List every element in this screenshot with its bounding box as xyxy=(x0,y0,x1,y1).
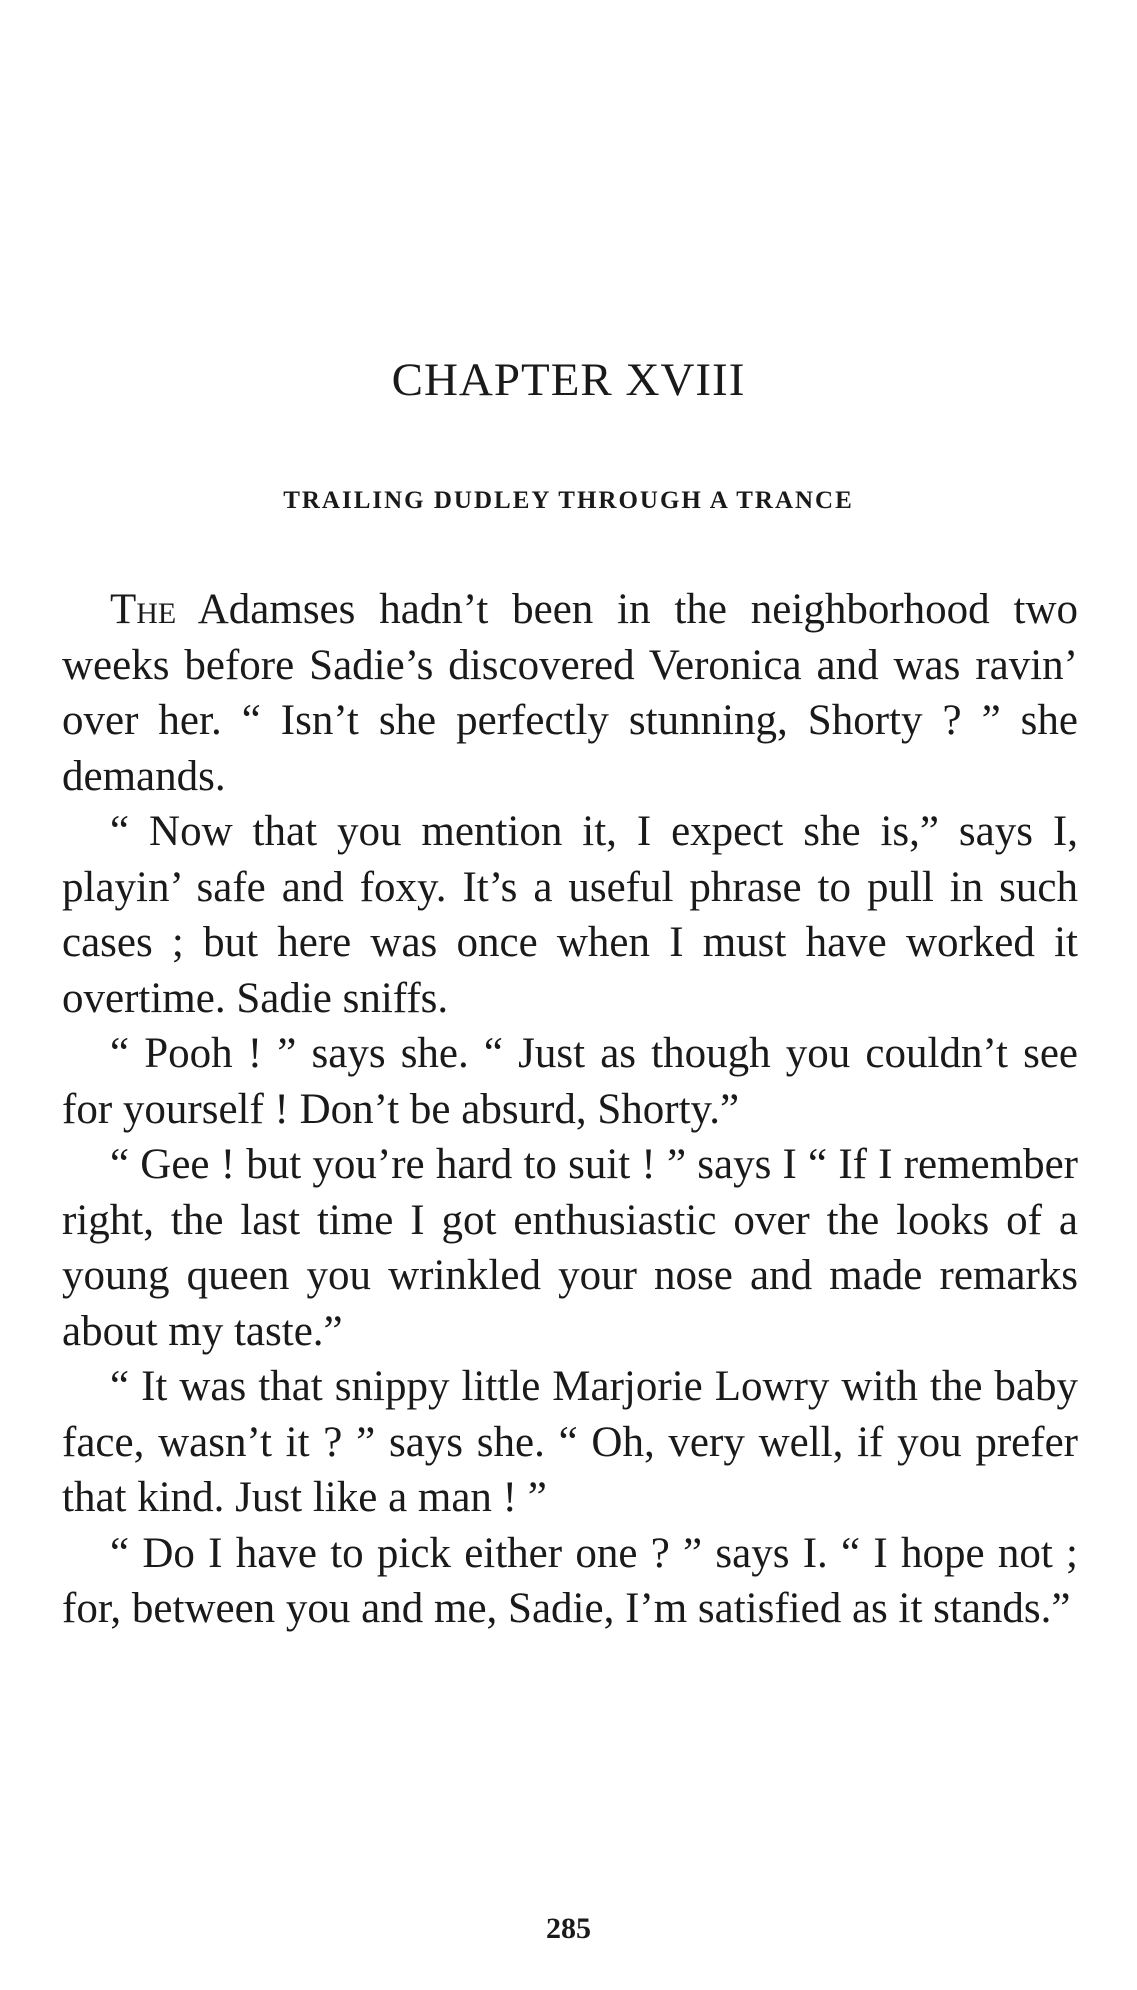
paragraph-3: “ Pooh ! ” says she. “ Just as though you couldn’t see for yourself ! Don’t be absurd, Shorty.” xyxy=(62,1030,1078,1133)
paragraph-5: “ It was that snippy little Marjorie Lowry with the baby face, wasn’t it ? ” says she. “ Oh, very well, if you prefer that kind. Just like a man ! ” xyxy=(62,1363,1078,1521)
chapter-title: CHAPTER XVIII xyxy=(391,354,746,406)
chapter-subtitle: TRAILING DUDLEY THROUGH A TRANCE xyxy=(283,487,854,514)
paragraph-text: Adamses hadn’t been in the neighborhood two weeks before Sadie’s discovered Veronica and was ravin’ over her. “ Isn’t she perfectly stunning, Shorty ? ” she demands. xyxy=(62,586,1078,800)
paragraph-4: “ Gee ! but you’re hard to suit ! ” says I “ If I remember right, the last time I got enthusiastic over the looks of a young queen you wrinkled your nose and made remarks about my taste.” xyxy=(62,1141,1078,1355)
chapter-body xyxy=(62,582,1078,1637)
paragraph-6: “ Do I have to pick either one ? ” says I. “ I hope not ; for, between you and me, Sadie, I’m satisfied as it stands.” xyxy=(62,1529,1078,1632)
paragraph-lead-word: The xyxy=(110,586,177,633)
paragraph-1 xyxy=(62,582,1078,804)
page-number: 285 xyxy=(546,1912,591,1945)
paragraph-2: “ Now that you mention it, I expect she is,” says I, playin’ safe and foxy. It’s a useful phrase to pull in such cases ; but here was once when I must have worked it overtime. Sadie sniffs. xyxy=(62,808,1078,1022)
